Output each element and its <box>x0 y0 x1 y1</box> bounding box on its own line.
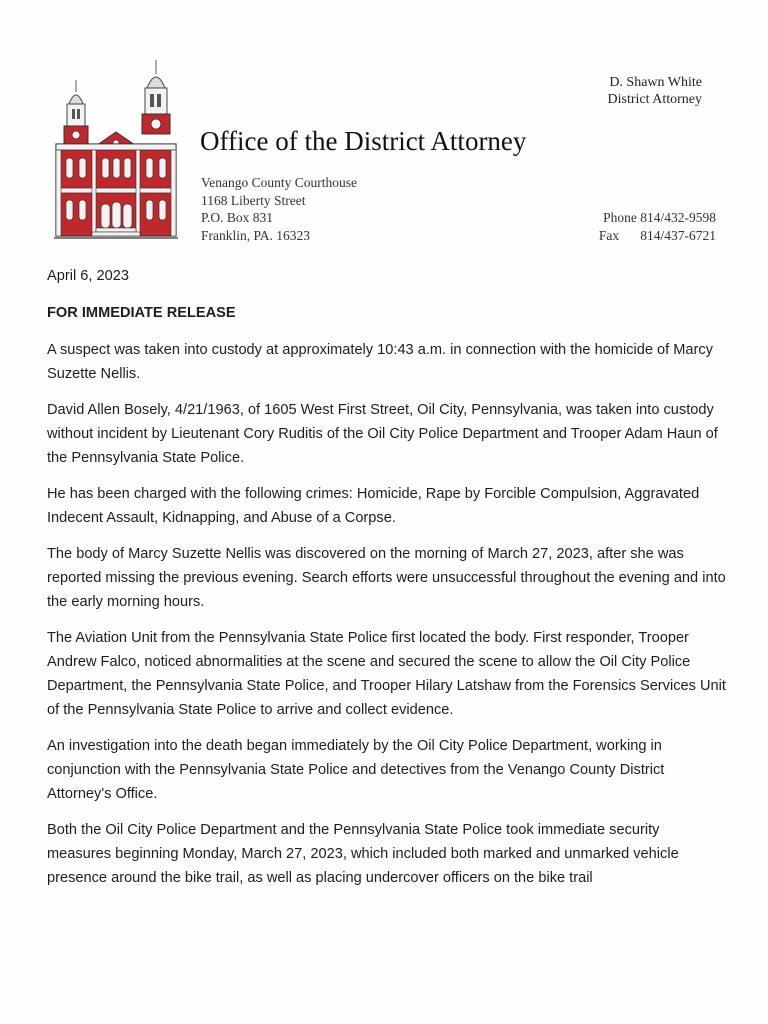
paragraph: The Aviation Unit from the Pennsylvania State Police first located the body. First responder, Trooper Andrew Falco, noticed abnormalities at the scene and secured the scene to allow the Oil City Police Department, the Pennsylvania State Police, and Trooper Hilary Latshaw from the Forensics Services Unit of the Pennsylvania State Police to arrive and collect evidence. <box>47 630 726 718</box>
fax-row <box>599 227 716 245</box>
paragraph: David Allen Bosely, 4/21/1963, of 1605 West First Street, Oil City, Pennsylvania, was taken into custody without incident by Lieutenant Cory Ruditis of the Oil City Police Department and Trooper Adam Haun of the Pennsylvania State Police. <box>47 402 718 466</box>
release-label: FOR IMMEDIATE RELEASE <box>47 305 236 321</box>
paragraph: The body of Marcy Suzette Nellis was discovered on the morning of March 27, 2023, after she was reported missing the previous evening. Search efforts were unsuccessful throughout the evening and into the early morning hours. <box>47 546 726 610</box>
paragraph: He has been charged with the following crimes: Homicide, Rape by Forcible Compulsion, Aggravated Indecent Assault, Kidnapping, and Abuse of a Corpse. <box>47 486 700 526</box>
fax-number: 814/437-6721 <box>640 227 716 243</box>
district-attorney-block <box>608 74 703 108</box>
paragraph: A suspect was taken into custody at approximately 10:43 a.m. in connection with the homicide of Marcy Suzette Nellis. <box>47 342 713 382</box>
release-date: April 6, 2023 <box>47 268 129 284</box>
paragraph: Both the Oil City Police Department and the Pennsylvania State Police took immediate security measures beginning Monday, March 27, 2023, which included both marked and unmarked vehicle presence around the bike trail, as well as placing undercover officers on the bike trail <box>47 822 679 886</box>
courthouse-icon <box>52 58 180 244</box>
da-name: D. Shawn White <box>609 75 702 90</box>
paragraph: An investigation into the death began immediately by the Oil City Police Department, working in conjunction with the Pennsylvania State Police and detectives from the Venango County District Attorney's Office. <box>47 738 665 802</box>
office-title: Office of the District Attorney <box>200 126 527 156</box>
contact-block <box>599 209 716 244</box>
da-title: District Attorney <box>607 92 702 107</box>
press-release-body <box>47 264 727 902</box>
address-line: Franklin, PA. 16323 <box>201 227 311 243</box>
phone-number: 814/432-9598 <box>640 210 716 225</box>
phone-row <box>599 209 716 227</box>
office-address <box>201 174 357 244</box>
address-line: P.O. Box 831 <box>201 210 274 225</box>
fax-label: Fax <box>598 227 620 243</box>
phone-label: Phone <box>603 210 637 225</box>
address-line: Venango County Courthouse <box>201 175 357 190</box>
address-line: 1168 Liberty Street <box>201 192 306 208</box>
